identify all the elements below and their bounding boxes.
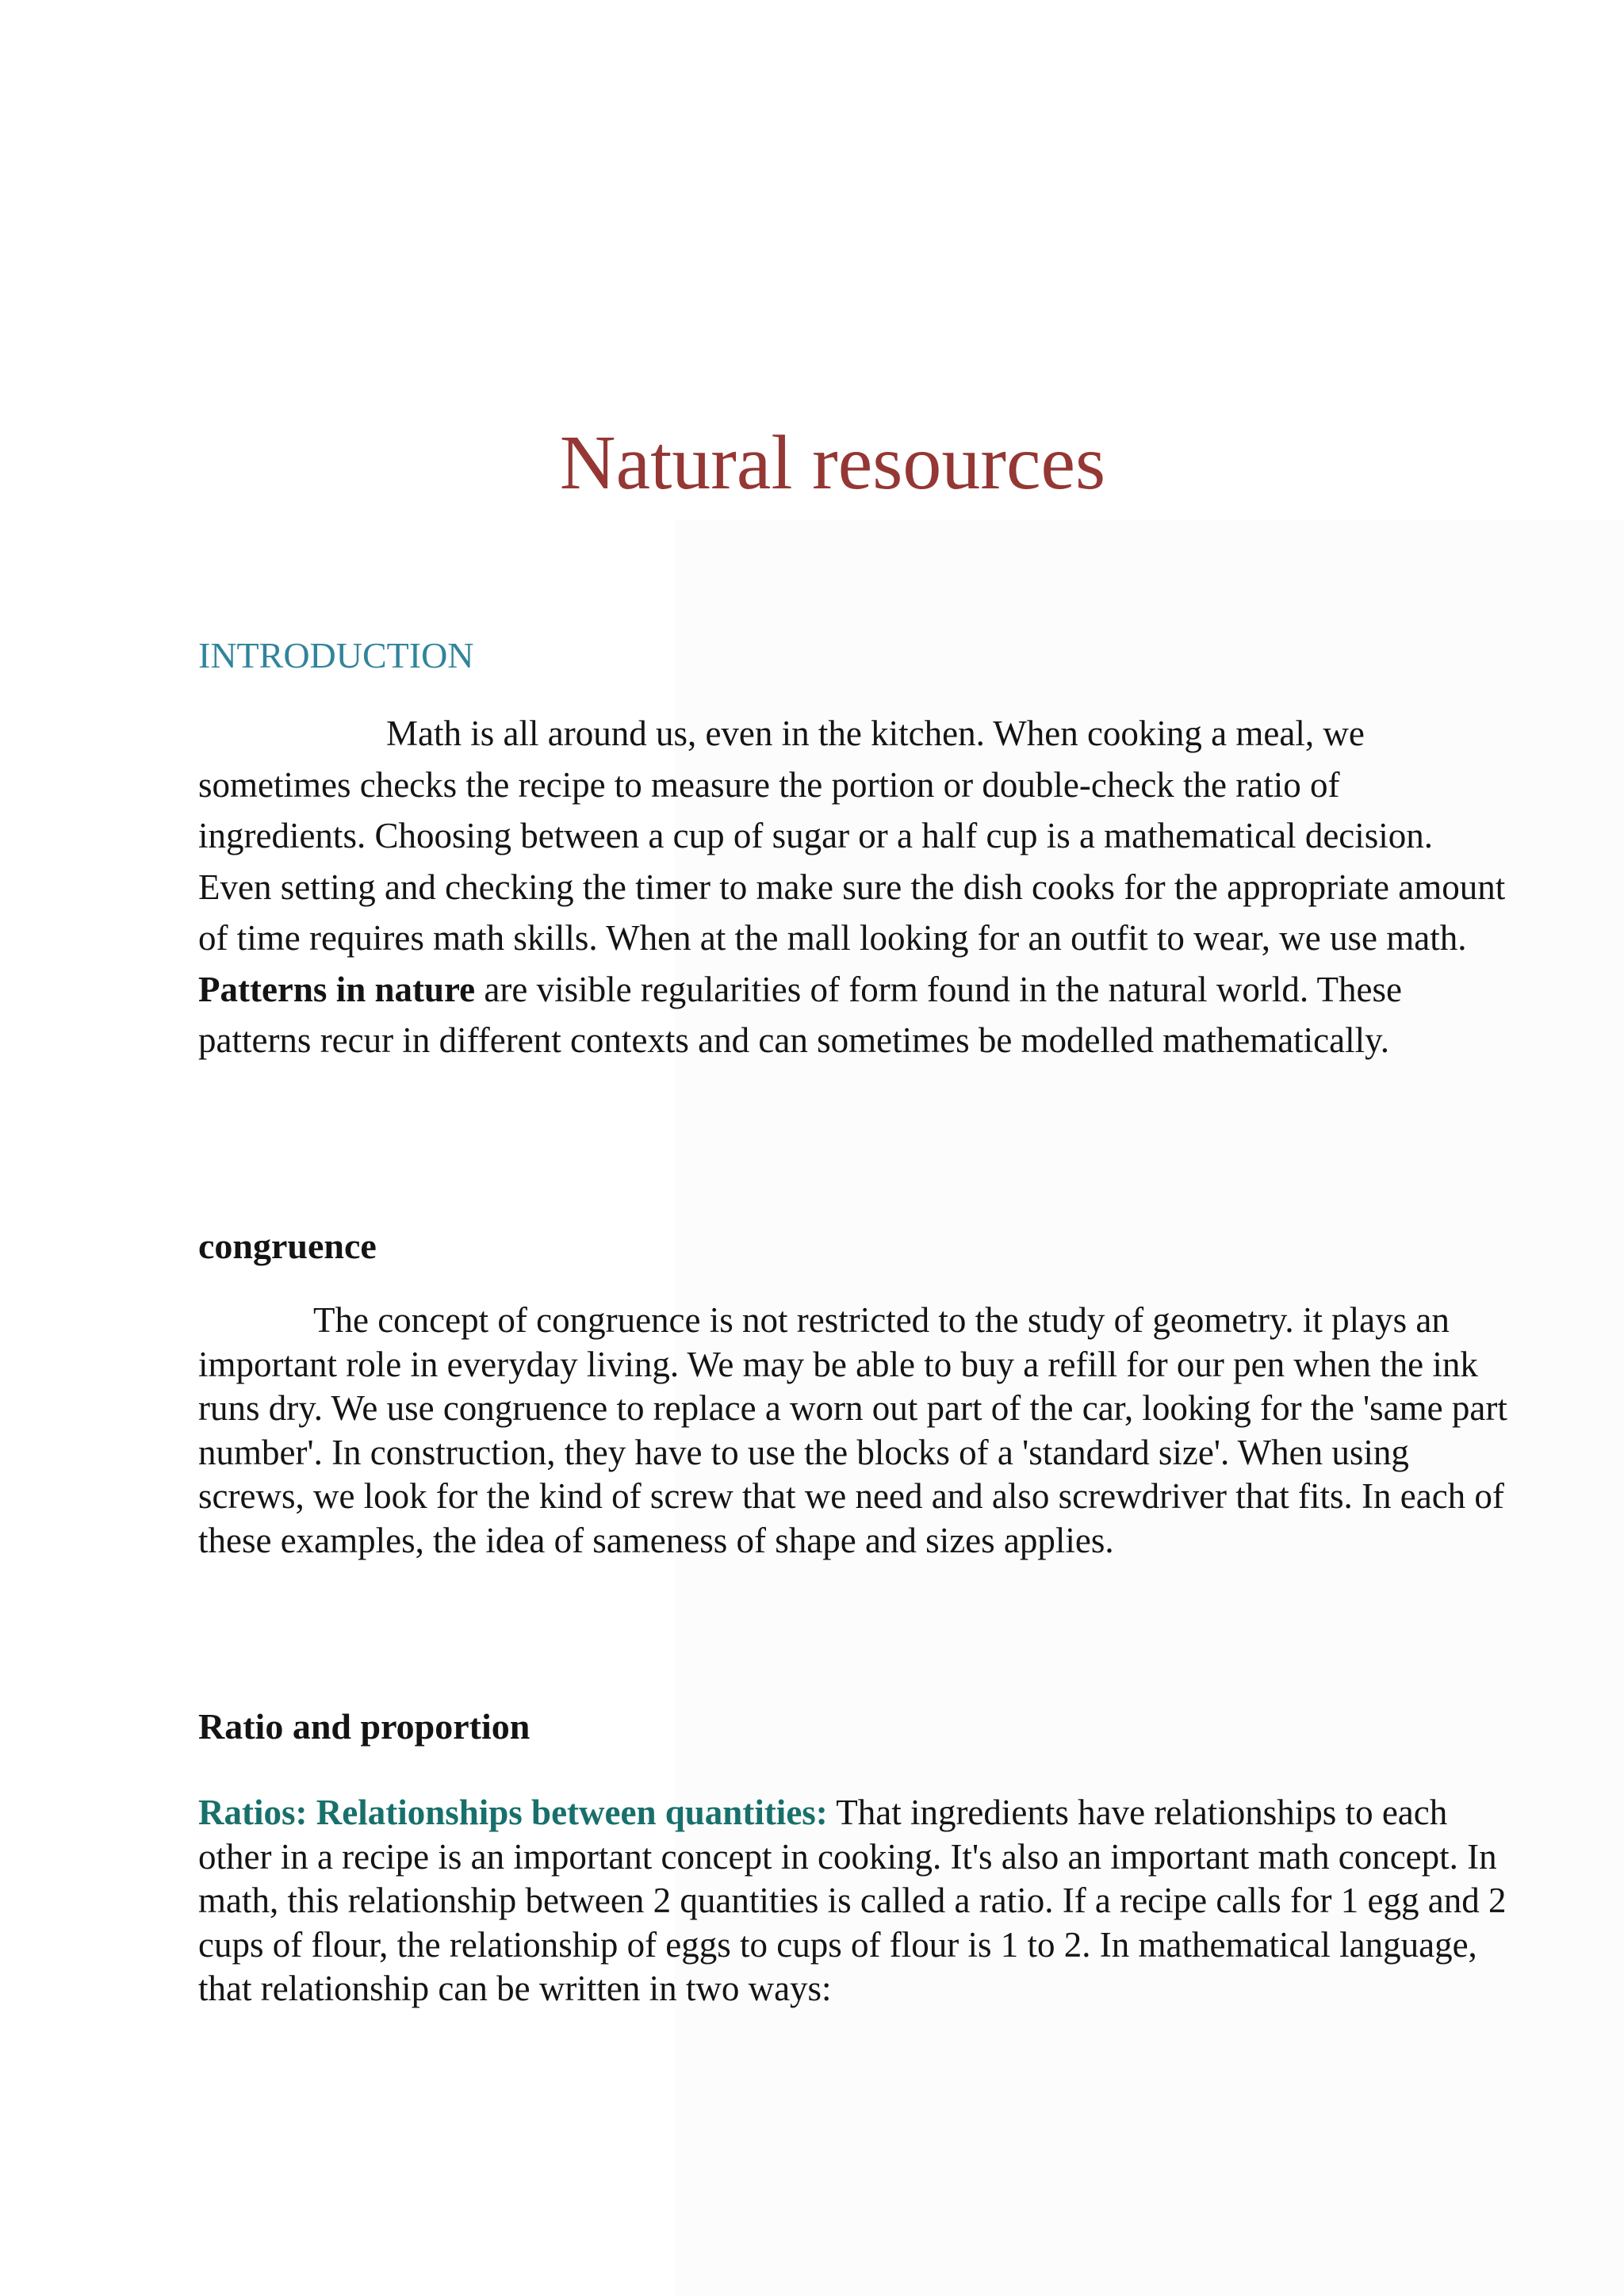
introduction-text-end: are visible regularities of form found in the natural world. These patterns recur in different contexts and can sometimes be modelled mathematically.: [198, 969, 1402, 1060]
congruence-paragraph: The concept of congruence is not restricted to the study of geometry. it plays an important role in everyday living. We may be able to buy a refill for our pen when the ink runs dry. We use congruence to replace a worn out part of the car, looking for the 'same part number'. In construction, they have to use the blocks of a 'standard size'. When using screws, we look for the kind of screw that we need and also screwdriver that fits. In each of these examples, the idea of sameness of shape and sizes applies.: [198, 1300, 1507, 1560]
introduction-text-start: Math is all around us, even in the kitchen. When cooking a meal, we sometimes checks the recipe to measure the portion or double-check the ratio of ingredients. Choosing between a cup of sugar or a half cup is a mathematical decision. Even setting and checking the timer to make sure the dish cooks for the appropriate amount of time requires math skills. When at the mall looking for an outfit to wear, we use math.: [198, 714, 1506, 958]
ratio-paragraph: [198, 1791, 1515, 2011]
ratio-proportion-heading: Ratio and proportion: [198, 1706, 530, 1747]
congruence-heading: congruence: [198, 1226, 377, 1266]
introduction-heading: INTRODUCTION: [198, 635, 474, 675]
document-page: [198, 0, 1507, 2296]
introduction-paragraph: [198, 708, 1515, 1066]
ratios-lead-term: Ratios: Relationships between quantities:: [198, 1793, 828, 1832]
document-title: Natural resources: [559, 420, 1106, 506]
patterns-in-nature-term: Patterns in nature: [198, 969, 476, 1009]
ratio-text: That ingredients have relationships to each other in a recipe is an important concept in cooking. It's also an important math concept. In math, this relationship between 2 quantities is called a ratio. If a recipe calls for 1 egg and 2 cups of flour, the relationship of eggs to cups of flour is 1 to 2. In mathematical language, that relationship can be written in two ways:: [198, 1793, 1507, 2008]
